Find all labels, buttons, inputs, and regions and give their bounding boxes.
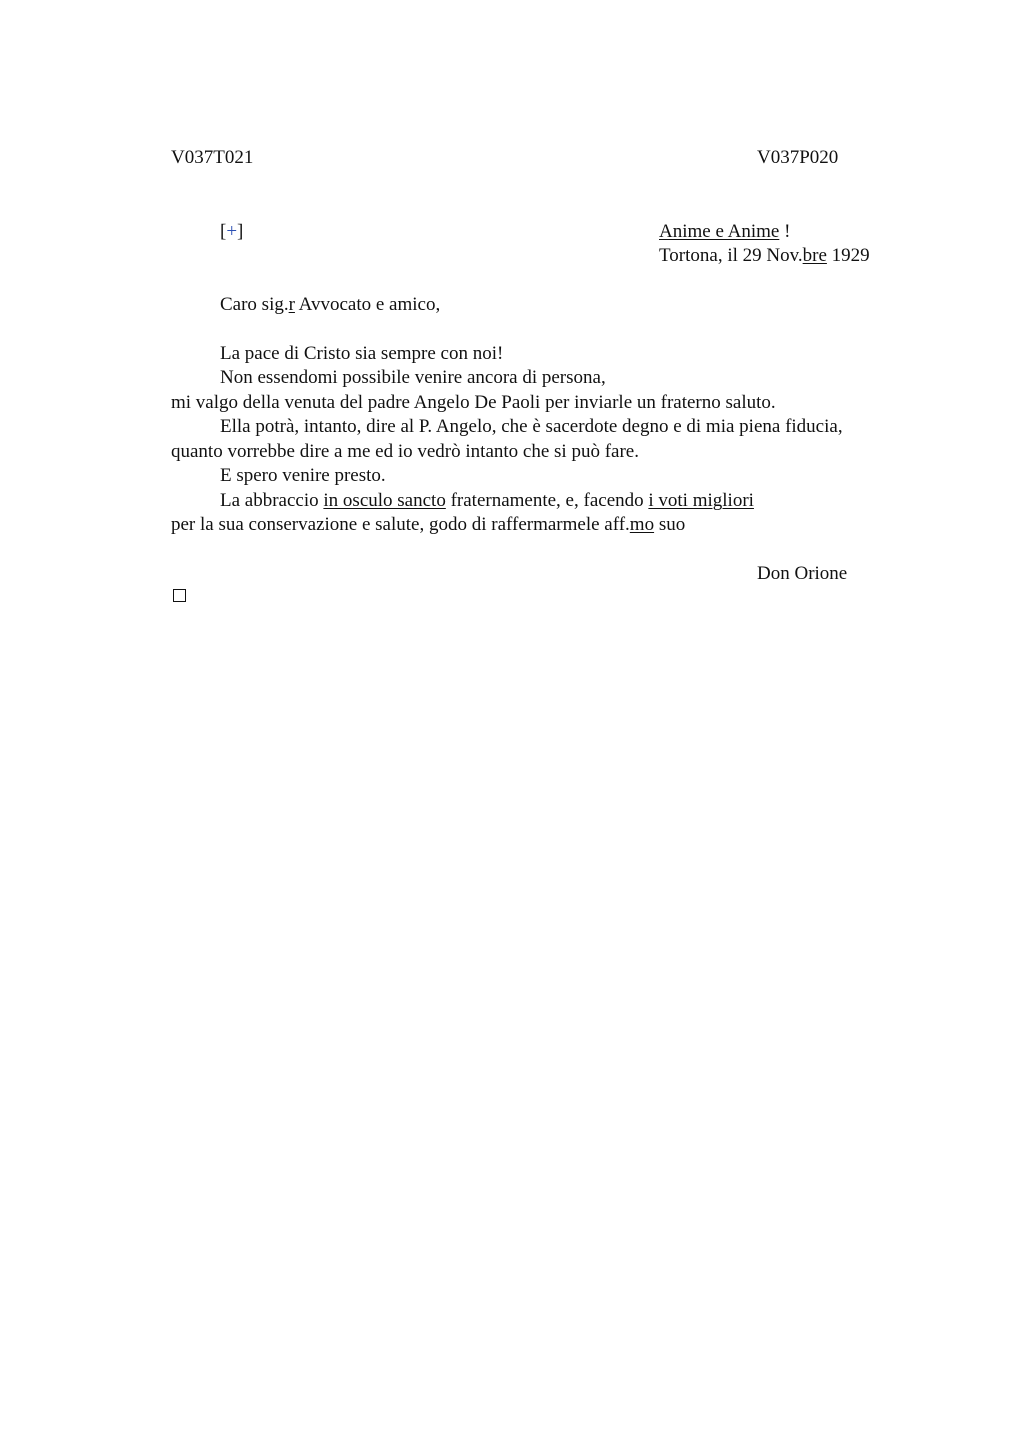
body-line-8 [171, 513, 685, 537]
body-line-4: Ella potrà, intanto, dire al P. Angelo, che è sacerdote degno e di mia piena fiducia, [220, 416, 843, 437]
document-code-left: V037T021 [171, 147, 254, 168]
salutation-abbr: r [288, 294, 295, 315]
motto-suffix: ! [779, 221, 791, 242]
body-line-8-end: suo [654, 514, 686, 535]
latin-phrase: in osculo sancto [323, 490, 446, 511]
document-code-right: V037P020 [757, 147, 839, 168]
cross-icon: + [226, 221, 238, 242]
dateline-year: 1929 [826, 245, 870, 266]
closing-abbr: mo [629, 514, 655, 535]
body-line-5: quanto vorrebbe dire a me ed io vedrò intanto che si può fare. [171, 441, 639, 462]
body-line-8-start: per la sua conservazione e salute, godo di raffermarmele aff. [171, 514, 630, 535]
cross-mark [220, 220, 243, 244]
motto [659, 220, 790, 244]
bracket-open: [ [220, 221, 227, 242]
body-line-1: La pace di Cristo sia sempre con noi! [220, 343, 504, 364]
end-marker-box-icon [173, 589, 186, 602]
salutation-prefix: Caro sig. [220, 294, 289, 315]
salutation-suffix: Avvocato e amico, [294, 294, 441, 315]
body-line-7 [220, 489, 754, 513]
body-line-3: mi valgo della venuta del padre Angelo De Paoli per inviarle un fraterno saluto. [171, 392, 776, 413]
dateline-month-abbr: bre [802, 245, 827, 266]
dateline [659, 244, 870, 268]
motto-text: Anime e Anime [659, 221, 780, 242]
best-wishes-phrase: i voti migliori [648, 490, 754, 511]
signature: Don Orione [757, 563, 848, 584]
bracket-close: ] [237, 221, 244, 242]
salutation [220, 293, 440, 317]
body-line-2: Non essendomi possibile venire ancora di persona, [220, 367, 606, 388]
body-line-7-middle: fraternamente, e, facendo [445, 490, 649, 511]
body-line-6: E spero venire presto. [220, 465, 386, 486]
body-line-7-start: La abbraccio [220, 490, 324, 511]
dateline-prefix: Tortona, il 29 Nov. [659, 245, 803, 266]
